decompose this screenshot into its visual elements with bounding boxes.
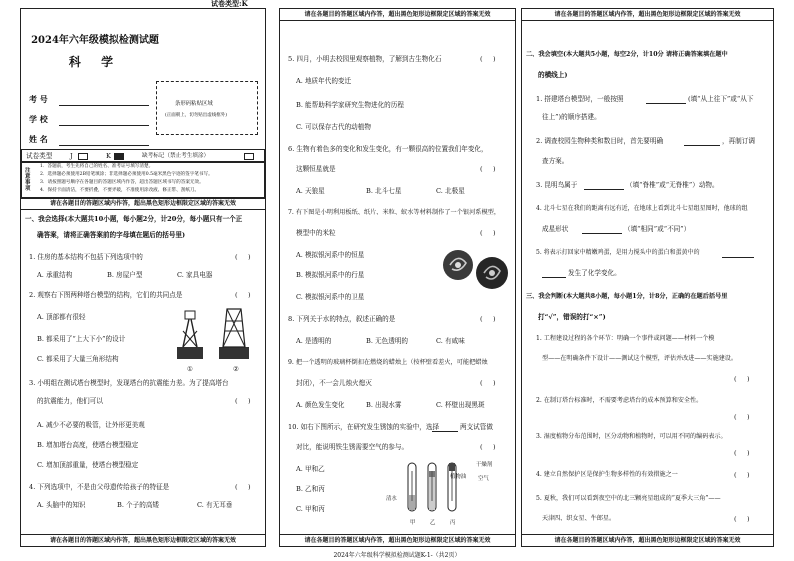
- section-2-title: 二、我会填空(本大题共5小题，每空2分，计10分 请将正确答案填在题中: [526, 51, 728, 58]
- type-label: 试卷类型: [26, 152, 53, 160]
- q1: 1. 住房的基本结构不包括下列选项中的: [29, 253, 143, 261]
- q4: 4. 下列选项中，不是由父母遗传给孩子的特征是: [29, 483, 170, 491]
- q10-opt-b: B. 乙和丙: [296, 485, 325, 493]
- judge-1: 1. 工程建设过程的各个环节：明确一个事件或问题——材料一个模: [536, 335, 715, 342]
- section-2-title-2: 的横线上): [538, 71, 568, 79]
- section-3-title-2: 打“√”，错误的打“×”): [538, 313, 606, 321]
- fill-3: 3. 昆明鸟属于: [536, 181, 578, 189]
- bar-bottom-2: 请在各题目的答题区域内作答，超出黑色矩形边框限定区域的答案无效: [280, 534, 515, 546]
- q6-opt-c: C. 北极星: [436, 187, 465, 195]
- bar-bottom-1: 请在各题目的答题区域内作答，超出黑色矩形边框限定区域的答案无效: [21, 534, 265, 546]
- bar-top-3: 请在各题目的答题区域内作答，超出黑色矩形边框限定区域的答案无效: [522, 9, 773, 21]
- notice-box: [21, 161, 265, 199]
- q10: 10. 如右下图所示，在研究发生锈蚀的实验中，选择: [288, 423, 440, 431]
- q4-opt-a: A. 头脑中的知识: [37, 501, 86, 509]
- q7: 7. 有下图是小明利用板纸、纸片、米粒、蚁水等材料制作了一个银河系模型，: [288, 209, 501, 216]
- q10-opt-a: A. 甲和乙: [296, 465, 325, 473]
- q5-answer[interactable]: ( ): [480, 55, 496, 63]
- page-footer: 2024年六年级科学模拟检测试题K-1-（共2页）: [333, 552, 461, 559]
- fill-2-line-2: 查方案。: [542, 157, 569, 165]
- fill-3-blank[interactable]: [584, 189, 624, 190]
- q9: 9. 把一个透明的玻璃杯倒扣在燃烧的蜡烛上（按杯壁看差火，可能把蜡烛: [288, 359, 488, 366]
- bar-top-2: 请在各题目的答题区域内作答，超出黑色矩形边框限定区域的答案无效: [280, 9, 515, 21]
- q4-opt-c: C. 有无耳垂: [197, 501, 233, 509]
- fill-5-blank-b[interactable]: [542, 277, 566, 278]
- barcode-area: [156, 81, 258, 135]
- q9-opt-b: B. 出现水雾: [366, 401, 402, 409]
- q8-answer[interactable]: ( ): [480, 315, 496, 323]
- missing-mark: 缺考标记（禁止考生填涂）: [142, 153, 210, 159]
- tube-note-dry: 干燥剂: [476, 462, 493, 468]
- doc-type: 试卷类型:K: [211, 0, 248, 8]
- notice-line-4: 4．保持卡面清洁，不要折叠，不要弄破，不准使用涂改液、修正带、刮纸刀。: [40, 188, 200, 193]
- type-j: J: [70, 152, 73, 160]
- judge-1-line-2: 型——在明确条件下设计——测试这个模型，评估并改进——实施建设。: [542, 355, 737, 362]
- judge-4-answer[interactable]: ( ): [734, 471, 750, 479]
- q8-opt-b: B. 无色透明的: [366, 337, 409, 345]
- judge-5-line-2: 天津四、织女星、牛郎星。: [542, 515, 616, 522]
- subject-title: 科 学: [68, 55, 122, 69]
- q2-answer[interactable]: ( ): [235, 291, 251, 299]
- tube-note-oil: 植物油: [450, 474, 467, 480]
- q4-answer[interactable]: ( ): [235, 483, 251, 491]
- notice-label: 注意事项: [25, 168, 31, 192]
- q9-opt-c: C. 杯壁出现黑斑: [436, 401, 485, 409]
- judge-1-answer[interactable]: ( ): [734, 375, 750, 383]
- type-k-checkbox[interactable]: [114, 153, 124, 160]
- q8: 8. 下列关于水的特点，叙述正确的是: [288, 315, 396, 323]
- q5-opt-b: B. 能帮助科学家研究生物进化的历程: [296, 101, 404, 109]
- q3-opt-b: B. 增加塔台高度，使塔台模型稳定: [37, 441, 139, 449]
- barcode-label: 条形码粘贴区域: [175, 101, 213, 107]
- q7-answer[interactable]: ( ): [480, 229, 496, 237]
- q8-opt-a: A. 是透明的: [296, 337, 332, 345]
- q1-answer[interactable]: ( ): [235, 253, 251, 261]
- q8-opt-c: C. 有咸味: [436, 337, 465, 345]
- q5: 5. 四月，小明去校园里观察植物，了解到古生物化石: [288, 55, 442, 63]
- fill-5-line-2: 发生了化学变化。: [568, 269, 621, 277]
- name-line[interactable]: [59, 145, 149, 146]
- barcode-note: (正面朝上，切勿贴出虚线框外): [165, 113, 228, 118]
- column-2: [279, 8, 516, 547]
- fill-1-blank[interactable]: [646, 103, 686, 104]
- bar-bottom-3: 请在各题目的答题区域内作答，超出黑色矩形边框限定区域的答案无效: [522, 534, 773, 546]
- school-line[interactable]: [59, 125, 149, 126]
- field-school: 学 校: [29, 114, 48, 124]
- q3: 3. 小明组在测试塔台模型时，发现塔台的抗震能力差。为了提高塔台: [29, 379, 229, 387]
- q7-opt-c: C. 模拟银河系中的卫星: [296, 293, 365, 301]
- notice-line-2: 2．选择题必须使用2B铅笔填涂；非选择题必须使用0.5毫米黑色字迹的签字笔书写。: [40, 172, 213, 177]
- fill-3-hint: （填“脊椎”或“无脊椎”）动物。: [626, 181, 719, 189]
- field-exam-no: 考 号: [29, 94, 48, 104]
- column-1: [20, 0, 266, 547]
- q6: 6. 生物有着色多的变化和发生变化，有一颗很高的位置我们年变化，: [288, 145, 488, 153]
- q2-opt-a: A. 顶部都有很轻: [37, 313, 86, 321]
- tower-models-image: [171, 301, 257, 373]
- fill-4-blank[interactable]: [582, 233, 622, 234]
- fill-4-hint: （填“相同”或“不同”）: [624, 225, 691, 233]
- q7-opt-a: A. 模拟银河系中的恒星: [296, 251, 365, 259]
- q7-opt-b: B. 模拟银河系中的行星: [296, 271, 365, 279]
- fill-4: 4. 北斗七星在我们的距离有远有近，在地球上看到北斗七星组星图时，他球的组: [536, 205, 748, 212]
- q10-blank-text: 两支试管做: [460, 423, 493, 431]
- section-3-title: 三、我会判断(本大题共8小题，每小题1分，计8分，正确的在题后括号里: [526, 293, 728, 300]
- q10-line-2: 对比，能说明铁生锈需要空气的参与。: [296, 443, 409, 451]
- judge-5: 5. 夏秋，我们可以看到夜空中的北三颗亮星组成的“夏季大三角”——: [536, 495, 721, 502]
- missing-checkbox[interactable]: [244, 153, 254, 160]
- q9-line-2: 封闭），不一会儿烛火熄灭: [296, 379, 372, 387]
- q2-opt-c: C. 都采用了大量三角形结构: [37, 355, 119, 363]
- bar-top-1: 请在各题目的答题区域内作答，超出黑色矩形边框限定区域的答案无效: [21, 197, 265, 210]
- q10-answer[interactable]: ( ): [480, 443, 496, 451]
- judge-3: 3. 湿度植物分布范围时，区分动物和植物时，可以用不同的编码表示。: [536, 433, 727, 440]
- q6-answer[interactable]: ( ): [480, 165, 496, 173]
- field-name: 姓 名: [29, 134, 48, 144]
- q10-opt-c: C. 甲和丙: [296, 505, 325, 513]
- fill-5: 5. 将表示打回家中精嫩鸡蛋，是用力搅头中的蛋白和蛋黄中的: [536, 249, 700, 256]
- fill-2-hint: ，再制订调: [722, 137, 755, 145]
- notice-line-3: 3．请按照题号顺序在各题目的答题区域内作答，超出答题区域书写的答案无效。: [40, 180, 204, 185]
- q2-opt-b: B. 都采用了“上大下小”的设计: [37, 335, 126, 343]
- type-j-checkbox[interactable]: [78, 153, 88, 160]
- q5-opt-a: A. 地质年代的变迁: [296, 77, 352, 85]
- fill-2-blank[interactable]: [684, 145, 720, 146]
- q6-line-2: 这颗恒星就是: [296, 165, 336, 173]
- q3-answer[interactable]: ( ): [235, 397, 251, 405]
- q1-opt-b: B. 房屋户型: [107, 271, 143, 279]
- q9-answer[interactable]: ( ): [480, 379, 496, 387]
- q6-opt-b: B. 北斗七星: [366, 187, 402, 195]
- fill-1-hint: (填“从上往下”或“从下: [688, 95, 754, 103]
- tube-label-3: 丙: [450, 520, 456, 526]
- q3-opt-c: C. 增加顶部重量，使塔台模型稳定: [37, 461, 139, 469]
- notice-line-1: 1．答题前，考生先将自己的姓名、准考证号填写清楚。: [40, 164, 154, 169]
- tube-note-water: 清水: [386, 496, 397, 502]
- judge-5-answer[interactable]: ( ): [734, 515, 750, 523]
- fill-2: 2. 调查校园生物种类和数目时，首先要明确: [536, 137, 664, 145]
- tube-note-air: 空气: [478, 476, 489, 482]
- exam-no-line[interactable]: [59, 105, 149, 106]
- judge-4: 4. 建立自然保护区是保护生物多样性的有效措施之一: [536, 471, 678, 478]
- fill-1-line-2: 往上”)的顺序搭建。: [542, 113, 601, 121]
- q3-opt-a: A. 减少不必要的吸管，让外形更美观: [37, 421, 145, 429]
- type-k: K: [106, 152, 111, 160]
- tower-label-1: ①: [187, 365, 193, 373]
- tube-label-2: 乙: [430, 520, 436, 526]
- tube-label-1: 甲: [410, 520, 416, 526]
- fill-5-blank-a[interactable]: [722, 257, 754, 258]
- q1-opt-a: A. 承重结构: [37, 271, 73, 279]
- section-1-title-2: 确答案，请将正确答案前的字母填在题后的括号里): [37, 231, 186, 239]
- fill-1: 1. 搭建塔台模型时，一般按照: [536, 95, 624, 103]
- column-3: [521, 8, 774, 547]
- section-1-title: 一、我会选择(本大题共10小题，每小题2分，计20分，每小题只有一个正: [25, 215, 243, 223]
- q4-opt-b: B. 个子的高矮: [117, 501, 160, 509]
- galaxy-model-image: [440, 243, 512, 293]
- judge-2: 2. 在制订塔台标准时，不需要考虑塔台的成本预算和安全性。: [536, 397, 703, 404]
- q9-opt-a: A. 颜色发生变化: [296, 401, 345, 409]
- q6-opt-a: A. 天狼星: [296, 187, 325, 195]
- q5-opt-c: C. 可以保存古代的动植物: [296, 123, 371, 131]
- test-tubes-image: [398, 457, 478, 519]
- q3-line-2: 的抗震能力，他们可以: [37, 397, 103, 405]
- tower-label-2: ②: [233, 365, 239, 373]
- q7-line-2: 模型中的米粒: [296, 229, 336, 237]
- judge-2-answer[interactable]: ( ): [734, 413, 750, 421]
- judge-3-answer[interactable]: ( ): [734, 449, 750, 457]
- q2: 2. 观察右下图两种塔台模型的结构，它们的共同点是: [29, 291, 183, 299]
- q10-blank[interactable]: [432, 431, 458, 432]
- exam-title: 2024年六年级模拟检测试题: [31, 35, 159, 46]
- fill-4-line-2: 成星形状: [542, 225, 569, 233]
- q1-opt-c: C. 家具电器: [177, 271, 213, 279]
